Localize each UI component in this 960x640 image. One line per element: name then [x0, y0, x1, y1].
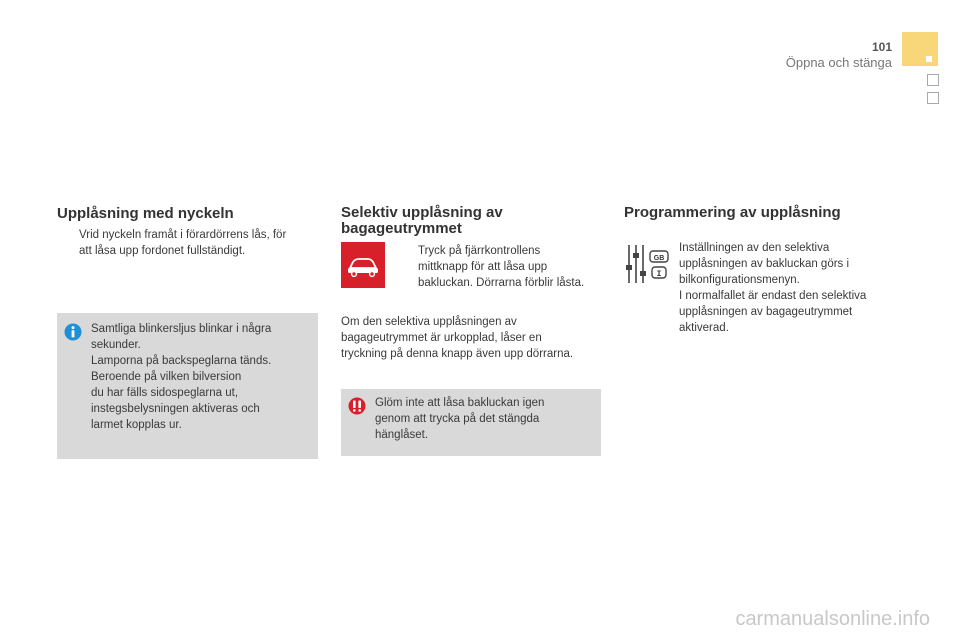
gb-label: GB [653, 255, 665, 262]
watermark-text: carmanualsonline.info [735, 608, 930, 630]
nav-box-2[interactable] [927, 92, 939, 104]
nav-box-1[interactable] [927, 74, 939, 86]
info-line-5: du har fälls sidospeglarna ut, [91, 387, 239, 399]
chapter-tab-dot [926, 56, 932, 62]
programming-line-6: aktiverad. [679, 322, 729, 334]
programming-line-3: bilkonfigurationsmenyn. [679, 274, 800, 286]
section-title: Öppna och stänga [785, 55, 892, 70]
footer-watermark [0, 608, 960, 631]
programming-line-1: Inställningen av den selektiva [679, 242, 830, 254]
remote-line-3: bakluckan. Dörrarna förblir låsta. [418, 277, 585, 289]
heading-programming: Programmering av upplåsning [624, 204, 841, 221]
programming-line-4: I normalfallet är endast den selektiva [679, 290, 867, 302]
heading-selective-unlock-2: bagageutrymmet [341, 220, 462, 237]
chapter-tab [902, 32, 938, 66]
key-instruction-line-2: att låsa upp fordonet fullständigt. [79, 245, 246, 257]
settings-icon [624, 243, 674, 285]
selective-body-line-2: bagageutrymmet är urkopplad, låser en [341, 332, 542, 344]
i-label: I [656, 270, 662, 279]
info-line-2: sekunder. [91, 339, 141, 351]
warning-line-1: Glöm inte att låsa bakluckan igen [375, 397, 545, 409]
info-line-7: larmet kopplas ur. [91, 419, 182, 431]
warning-icon [348, 397, 366, 415]
selective-body-line-3: tryckning på denna knapp även upp dörrarna. [341, 348, 574, 360]
warning-line-3: hänglåset. [375, 429, 429, 441]
info-line-1: Samtliga blinkersljus blinkar i några [91, 323, 272, 335]
remote-line-2: mittknapp för att låsa upp [418, 261, 548, 273]
heading-selective-unlock-1: Selektiv upplåsning av [341, 204, 503, 221]
warning-line-2: genom att trycka på det stängda [375, 413, 540, 425]
selective-body-line-1: Om den selektiva upplåsningen av [341, 316, 517, 328]
remote-line-1: Tryck på fjärrkontrollens [418, 245, 541, 257]
key-instruction-line-1: Vrid nyckeln framåt i förardörrens lås, för [79, 229, 287, 241]
car-key-icon [341, 242, 385, 288]
info-line-4: Beroende på vilken bilversion [91, 371, 242, 383]
info-line-6: instegsbelysningen aktiveras och [91, 403, 260, 415]
info-line-3: Lamporna på backspeglarna tänds. [91, 355, 272, 367]
page-number: 101 [871, 40, 892, 54]
programming-line-5: upplåsningen av bagageutrymmet [679, 306, 853, 318]
heading-key-unlock: Upplåsning med nyckeln [57, 205, 234, 222]
info-icon [64, 323, 82, 341]
programming-line-2: upplåsningen av bakluckan görs i [679, 258, 850, 270]
